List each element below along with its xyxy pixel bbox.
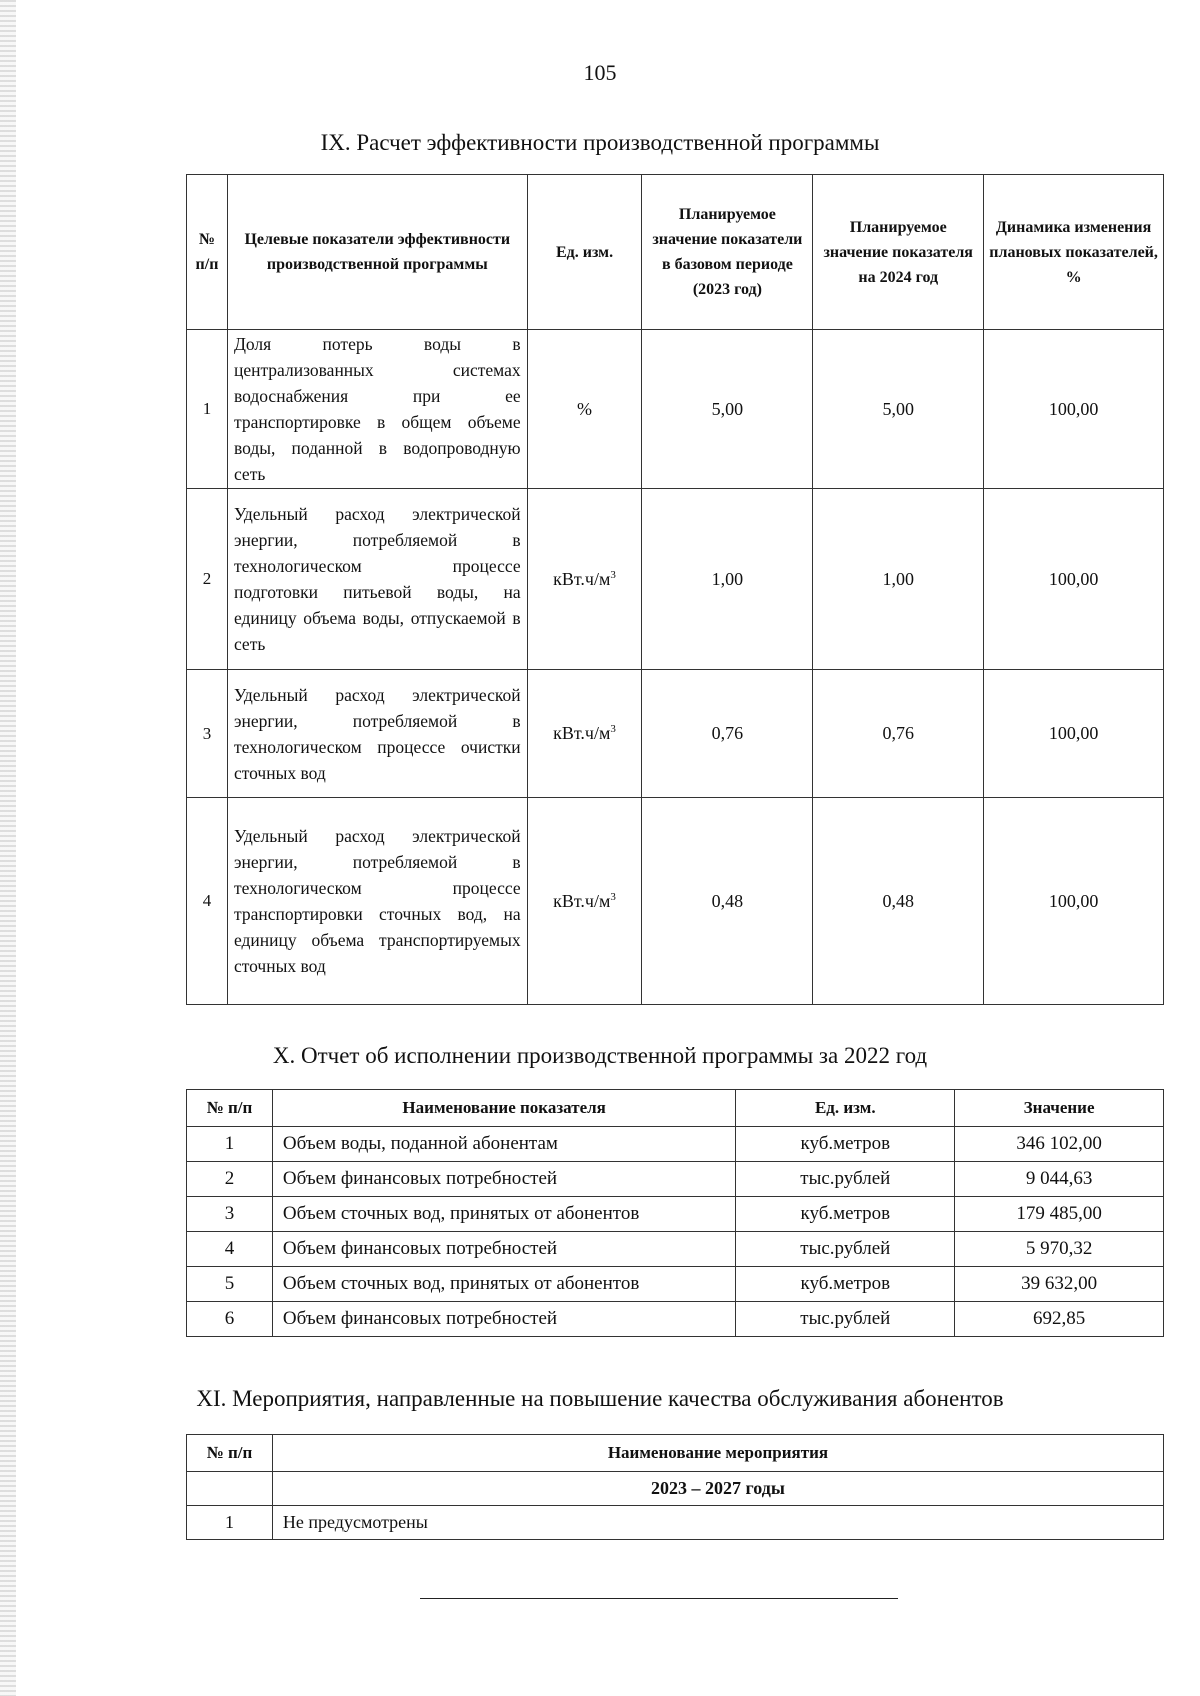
indicator-name: Объем финансовых потребностей xyxy=(272,1162,735,1197)
indicator-name: Удельный расход электрической энергии, потребляемой в технологическом процессе подготовки питьевой воды, на единицу объема воды, отпускаемой в сеть xyxy=(227,489,527,670)
period-row xyxy=(187,1472,1164,1506)
measure-name: Не предусмотрены xyxy=(272,1506,1163,1540)
section-11-title: XI. Мероприятия, направленные на повышение качества обслуживания абонентов xyxy=(196,1386,1004,1411)
indicator-name: Удельный расход электрической энергии, потребляемой в технологическом процессе очистки сточных вод xyxy=(227,670,527,798)
indicator-name: Удельный расход электрической энергии, потребляемой в технологическом процессе транспортировки сточных вод, на единицу объема транспортируемых сточных вод xyxy=(227,798,527,1005)
header-indicator-name: Наименование показателя xyxy=(272,1090,735,1127)
unit-text: кВт.ч/м xyxy=(553,568,611,589)
table-row xyxy=(187,670,1164,798)
table-row xyxy=(187,489,1164,670)
unit-superscript: 3 xyxy=(610,723,616,735)
empty-cell xyxy=(187,1472,273,1506)
row-number: 1 xyxy=(187,330,228,489)
unit: тыс.рублей xyxy=(736,1232,955,1267)
value: 346 102,00 xyxy=(955,1127,1164,1162)
unit xyxy=(527,489,642,670)
header-unit: Ед. изм. xyxy=(736,1090,955,1127)
header-measure-name: Наименование мероприятия xyxy=(272,1435,1163,1472)
table-row xyxy=(187,330,1164,489)
dynamics-value: 100,00 xyxy=(984,798,1164,1005)
plan-value: 5,00 xyxy=(813,330,984,489)
table-row xyxy=(187,1302,1164,1337)
table-row xyxy=(187,1506,1164,1540)
unit: % xyxy=(527,330,642,489)
header-value: Значение xyxy=(955,1090,1164,1127)
table-row xyxy=(187,1232,1164,1267)
table-row xyxy=(187,798,1164,1005)
indicator-name: Объем сточных вод, принятых от абонентов xyxy=(272,1197,735,1232)
value: 692,85 xyxy=(955,1302,1164,1337)
unit: тыс.рублей xyxy=(736,1162,955,1197)
base-value: 5,00 xyxy=(642,330,813,489)
unit: куб.метров xyxy=(736,1267,955,1302)
unit: куб.метров xyxy=(736,1197,955,1232)
table-row xyxy=(187,1267,1164,1302)
value: 9 044,63 xyxy=(955,1162,1164,1197)
section-9-title: IX. Расчет эффективности производственной программы xyxy=(320,130,880,155)
report-table xyxy=(186,1089,1164,1337)
unit-text: кВт.ч/м xyxy=(553,890,611,911)
plan-value: 0,48 xyxy=(813,798,984,1005)
row-number: 4 xyxy=(187,798,228,1005)
row-number: 3 xyxy=(187,670,228,798)
value: 39 632,00 xyxy=(955,1267,1164,1302)
scan-edge xyxy=(0,0,16,1696)
unit xyxy=(527,670,642,798)
indicator-name: Объем финансовых потребностей xyxy=(272,1302,735,1337)
header-indicator: Целевые показатели эффективности производственной программы xyxy=(227,175,527,330)
value: 5 970,32 xyxy=(955,1232,1164,1267)
header-plan-value: Планируемое значение показателя на 2024 год xyxy=(813,175,984,330)
base-value: 1,00 xyxy=(642,489,813,670)
measures-table xyxy=(186,1434,1164,1540)
header-number: № п/п xyxy=(187,1435,273,1472)
unit-superscript: 3 xyxy=(610,568,616,581)
row-number: 6 xyxy=(187,1302,273,1337)
dynamics-value: 100,00 xyxy=(984,670,1164,798)
period-label: 2023 – 2027 годы xyxy=(272,1472,1163,1506)
indicator-name: Объем сточных вод, принятых от абонентов xyxy=(272,1267,735,1302)
closing-line xyxy=(420,1598,898,1599)
dynamics-value: 100,00 xyxy=(984,330,1164,489)
unit: куб.метров xyxy=(736,1127,955,1162)
unit: тыс.рублей xyxy=(736,1302,955,1337)
unit-text: кВт.ч/м xyxy=(553,723,611,743)
plan-value: 1,00 xyxy=(813,489,984,670)
efficiency-table xyxy=(186,174,1164,1005)
indicator-name: Объем воды, поданной абонентам xyxy=(272,1127,735,1162)
page-number: 105 xyxy=(583,60,617,85)
plan-value: 0,76 xyxy=(813,670,984,798)
base-value: 0,76 xyxy=(642,670,813,798)
row-number: 4 xyxy=(187,1232,273,1267)
value: 179 485,00 xyxy=(955,1197,1164,1232)
table-header-row xyxy=(187,1435,1164,1472)
header-number: № п/п xyxy=(187,1090,273,1127)
row-number: 1 xyxy=(187,1127,273,1162)
row-number: 3 xyxy=(187,1197,273,1232)
table-header-row xyxy=(187,175,1164,330)
unit xyxy=(527,798,642,1005)
row-number: 2 xyxy=(187,1162,273,1197)
header-dynamics: Динамика изменения плановых показателей, % xyxy=(984,175,1164,330)
row-number: 1 xyxy=(187,1506,273,1540)
header-base-value: Планируемое значение показатели в базовом периоде (2023 год) xyxy=(642,175,813,330)
table-row xyxy=(187,1162,1164,1197)
indicator-name: Объем финансовых потребностей xyxy=(272,1232,735,1267)
dynamics-value: 100,00 xyxy=(984,489,1164,670)
section-10-title: X. Отчет об исполнении производственной программы за 2022 год xyxy=(272,1043,928,1068)
base-value: 0,48 xyxy=(642,798,813,1005)
unit-superscript: 3 xyxy=(610,890,616,903)
header-unit: Ед. изм. xyxy=(527,175,642,330)
indicator-name: Доля потерь воды в централизованных системах водоснабжения при ее транспортировке в общем объеме воды, поданной в водопроводную сеть xyxy=(227,330,527,489)
row-number: 5 xyxy=(187,1267,273,1302)
header-number: № п/п xyxy=(187,175,228,330)
table-row xyxy=(187,1197,1164,1232)
table-row xyxy=(187,1127,1164,1162)
row-number: 2 xyxy=(187,489,228,670)
table-header-row xyxy=(187,1090,1164,1127)
